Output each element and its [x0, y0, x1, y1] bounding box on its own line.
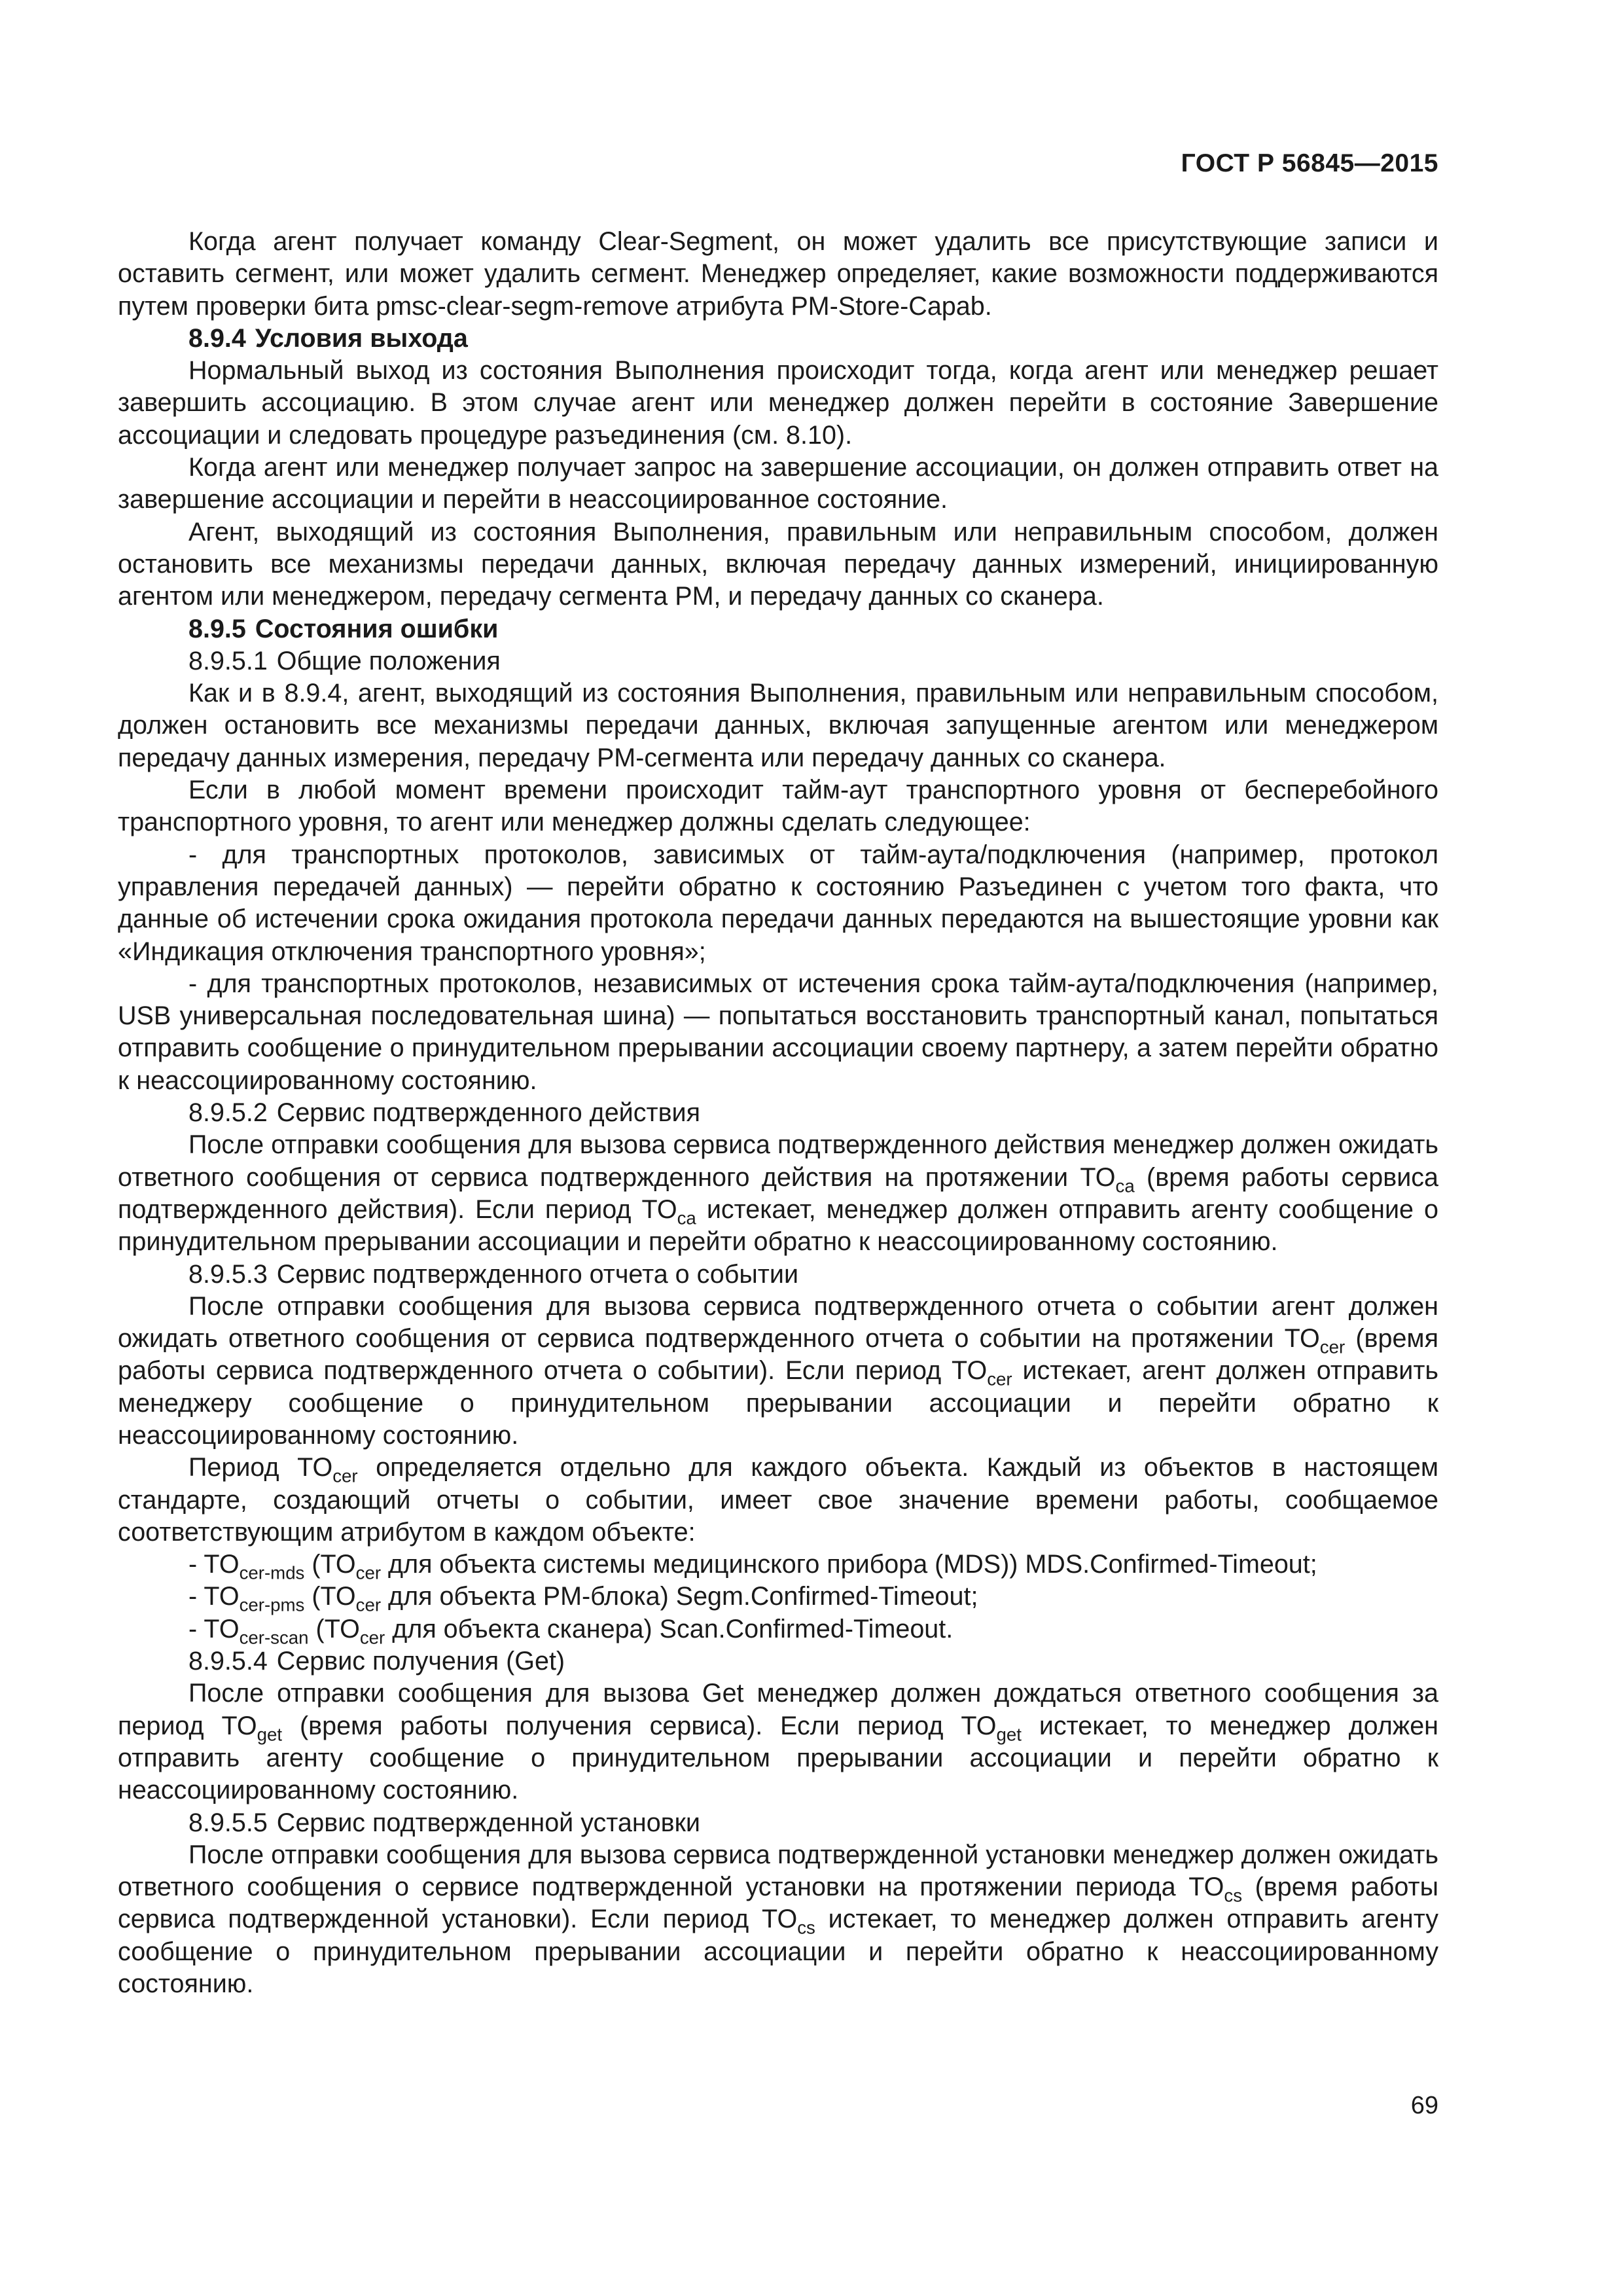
paragraph-confirmed-set: После отправки сообщения для вызова сервиса подтвержденной установки менеджер должен ожидать ответного сообщения о сервисе подтвержденной установки на протяжении периода $TO_{cs}$ (время работы сервиса подтвержденной установки). Если период $TO_{cs}$ истекает, то менеджер должен отправить агенту сообщение о принудительном прерывании ассоциации и перейти обратно к неассоциированному состоянию.	[118, 1840, 1438, 1999]
paragraph-confirmed-event-report: После отправки сообщения для вызова сервиса подтвержденного отчета о событии агент должен ожидать ответного сообщения от сервиса подтвержденного отчета о событии на протяжении $TO_{cer}$ (время работы сервиса подтвержденного отчета о событии). Если период $TO_{cer}$ истекает, агент должен отправить менеджеру сообщение о принудительном прерывании ассоциации и перейти обратно к неассоциированному состоянию.	[118, 1291, 1439, 1450]
section-number: 8.9.5.1	[188, 646, 268, 675]
section-title: Условия выхода	[255, 323, 468, 353]
document-designation: ГОСТ Р 56845—2015	[1181, 149, 1438, 177]
paragraph-timeout-dependent: - для транспортных протоколов, зависимых от тайм-аута/подключения (например, протокол управления передачей данных) — перейти обратно к состоянию Разъединен с учетом того факта, что данные об истечении срока ожидания протокола передачи данных передаются на вышестоящие уровни как «Индикация отключения транспортного уровня»;	[118, 840, 1438, 966]
paragraph-stop-transfers: Агент, выходящий из состояния Выполнения, правильным или неправильным способом, должен остановить все механизмы передачи данных, включая передачу данных измерений, инициированную агентом или менеджером, передачу сегмента PM, и передачу данных со сканера.	[118, 517, 1438, 611]
subsection-heading-8-9-5-4	[118, 1645, 1438, 1677]
paragraph-transport-timeout: Если в любой момент времени происходит тайм-аут транспортного уровня от бесперебойного транспортного уровня, то агент или менеджер должны сделать следующее:	[118, 776, 1438, 837]
section-number: 8.9.5.5	[188, 1808, 268, 1837]
paragraph-tocer-period: Период $TO_{cer}$ определяется отдельно для каждого объекта. Каждый из объектов в настоящем стандарте, создающий отчеты о событии, имеет свое значение времени работы, сообщаемое соответствующим атрибутом в каждом объекте:	[118, 1453, 1438, 1547]
subsection-heading-8-9-5-3	[118, 1259, 1438, 1291]
list-item: - $TO_{cer-pms}$ ($TO_{cer}$ для объекта PM-блока) Segm.Confirmed-Timeout;	[188, 1582, 978, 1616]
list-item: - $TO_{cer-scan}$ ($TO_{cer}$ для объекта сканера) Scan.Confirmed-Timeout.	[188, 1614, 954, 1648]
section-number: 8.9.5	[188, 614, 246, 643]
section-heading-8-9-5	[118, 613, 1438, 645]
section-number: 8.9.4	[188, 323, 246, 353]
section-title: Сервис получения (Get)	[276, 1647, 565, 1676]
section-title: Общие положения	[276, 646, 501, 675]
list-item: - $TO_{cer-mds}$ ($TO_{cer}$ для объекта системы медицинского прибора (MDS)) MDS.Confirmed-Timeout;	[188, 1550, 1317, 1583]
section-title: Состояния ошибки	[255, 614, 499, 643]
section-title: Сервис подтвержденной установки	[276, 1808, 700, 1837]
paragraph-get-service: После отправки сообщения для вызова Get менеджер должен дождаться ответного сообщения за период $TO_{get}$ (время работы получения сервиса). Если период $TO_{get}$ истекает, то менеджер должен отправить агенту сообщение о принудительном прерывании ассоциации и перейти обратно к неассоциированному состоянию.	[118, 1679, 1438, 1805]
page-body	[118, 226, 1438, 2000]
section-number: 8.9.5.4	[188, 1647, 268, 1676]
page-number: 69	[1410, 2092, 1438, 2119]
paragraph-timeout-independent: - для транспортных протоколов, независимых от истечения срока тайм-аута/подключения (например, USB универсальная последовательная шина) — попытаться восстановить транспортный канал, попытаться отправить сообщение о принудительном прерывании ассоциации своему партнеру, а затем перейти обратно к неассоциированному состоянию.	[118, 969, 1438, 1095]
paragraph-clear-segment: Когда агент получает команду Clear-Segment, он может удалить все присутствующие записи и оставить сегмент, или может удалить сегмент. Менеджер определяет, какие возможности поддерживаются путем проверки бита pmsc-clear-segm-remove атрибута PM-Store-Capab.	[118, 227, 1438, 321]
section-title: Сервис подтвержденного отчета о событии	[276, 1259, 799, 1289]
subsection-heading-8-9-5-1	[118, 645, 1438, 677]
subsection-heading-8-9-5-2	[118, 1097, 1438, 1129]
section-heading-8-9-4	[118, 323, 1438, 355]
section-title: Сервис подтвержденного действия	[276, 1098, 701, 1128]
paragraph-confirmed-action: После отправки сообщения для вызова сервиса подтвержденного действия менеджер должен ожидать ответного сообщения от сервиса подтвержденного действия на протяжении $TO_{ca}$ (время работы сервиса подтвержденного действия). Если период $TO_{ca}$ истекает, менеджер должен отправить агенту сообщение о принудительном прерывании ассоциации и перейти обратно к неассоциированному состоянию.	[118, 1130, 1438, 1257]
paragraph-normal-exit: Нормальный выход из состояния Выполнения происходит тогда, когда агент или менеджер решает завершить ассоциацию. В этом случае агент или менеджер должен перейти в состояние Завершение ассоциации и следовать процедуре разъединения (см. 8.10).	[118, 356, 1438, 450]
section-number: 8.9.5.2	[188, 1098, 268, 1128]
paragraph-release-request: Когда агент или менеджер получает запрос на завершение ассоциации, он должен отправить ответ на завершение ассоциации и перейти в неассоциированное состояние.	[118, 453, 1438, 514]
section-number: 8.9.5.3	[188, 1259, 268, 1289]
subsection-heading-8-9-5-5	[118, 1807, 1438, 1839]
paragraph-error-exit: Как и в 8.9.4, агент, выходящий из состояния Выполнения, правильным или неправильным способом, должен остановить все механизмы передачи данных, включая запущенные агентом или менеджером передачу данных измерения, передачу PM-сегмента или передачу данных со сканера.	[118, 679, 1438, 772]
